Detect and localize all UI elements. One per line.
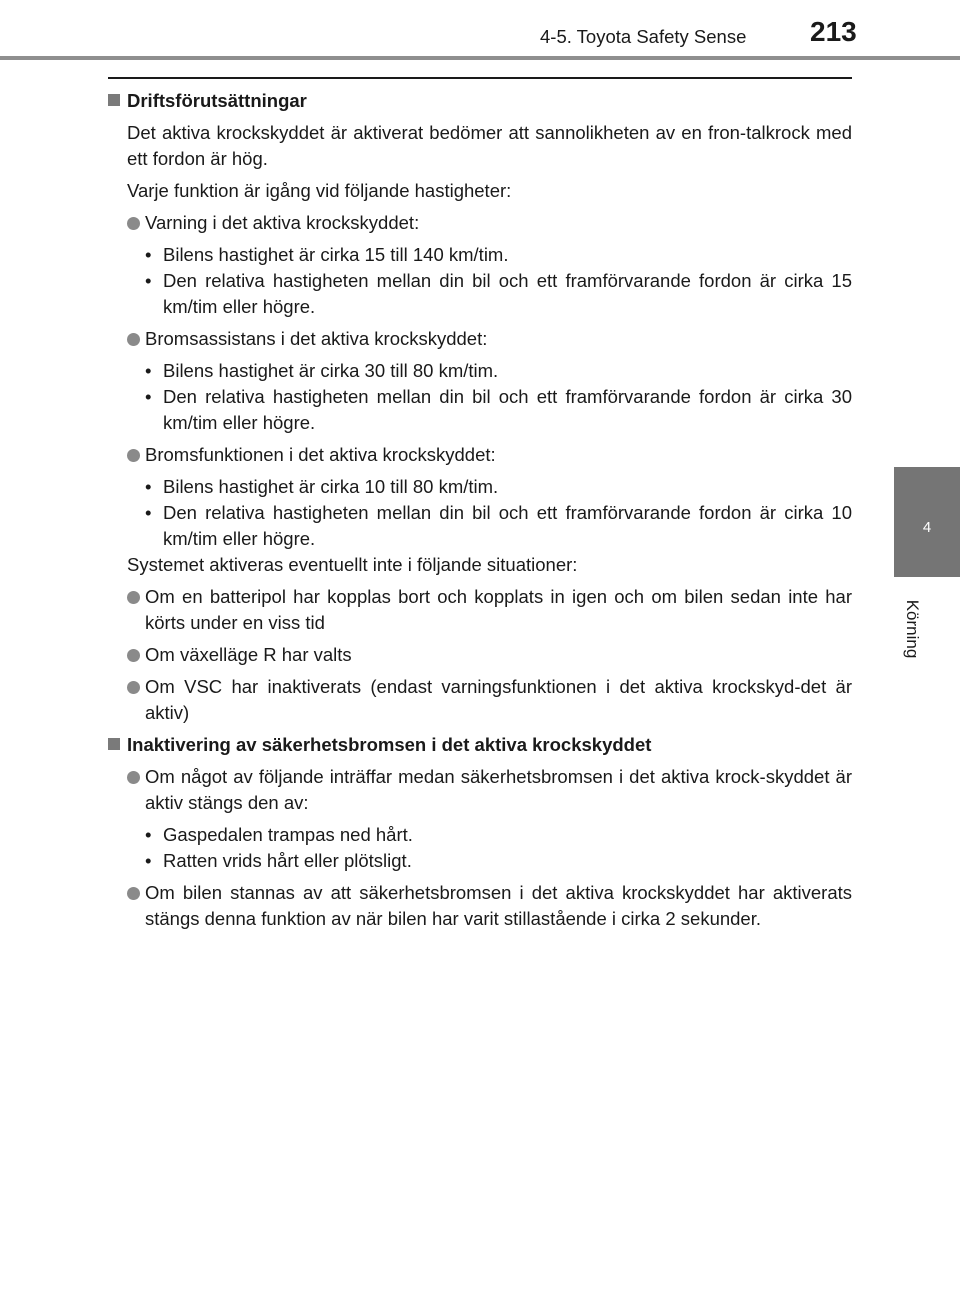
list-item bbox=[108, 584, 852, 636]
list-item bbox=[108, 880, 852, 932]
sub-list-item bbox=[108, 242, 852, 268]
circle-bullet-icon bbox=[127, 591, 140, 604]
circle-bullet-icon bbox=[127, 217, 140, 230]
sub-list-item-text: Den relativa hastigheten mellan din bil och ett framförvarande fordon är cirka 10 km/tim eller högre. bbox=[163, 502, 852, 549]
dot-bullet-icon: • bbox=[145, 244, 152, 265]
dot-bullet-icon: • bbox=[145, 502, 152, 523]
dot-bullet-icon: • bbox=[145, 360, 152, 381]
circle-bullet-icon bbox=[127, 333, 140, 346]
list-item-text: Bromsassistans i det aktiva krockskyddet: bbox=[145, 328, 488, 349]
list-item-text: Om VSC har inaktiverats (endast varningsfunktionen i det aktiva krockskyd-det är aktiv) bbox=[145, 676, 852, 723]
sub-list-item-text: Gaspedalen trampas ned hårt. bbox=[163, 824, 413, 845]
top-rule bbox=[108, 77, 852, 79]
list-item-text: Bromsfunktionen i det aktiva krockskyddet: bbox=[145, 444, 496, 465]
list-item-text: Om något av följande inträffar medan säkerhetsbromsen i det aktiva krock-skyddet är aktiv stängs den av: bbox=[145, 766, 852, 813]
sub-list-item bbox=[108, 384, 852, 436]
square-bullet-icon bbox=[108, 94, 120, 106]
section-heading bbox=[108, 88, 852, 114]
sub-list-item bbox=[108, 848, 852, 874]
list-item bbox=[108, 674, 852, 726]
header-bar bbox=[0, 56, 960, 60]
list-item-text: Om växelläge R har valts bbox=[145, 644, 352, 665]
list-item-text: Om en batteripol har kopplas bort och kopplats in igen och om bilen sedan inte har körts under en viss tid bbox=[145, 586, 852, 633]
list-item bbox=[108, 764, 852, 816]
paragraph: Varje funktion är igång vid följande hastigheter: bbox=[127, 180, 512, 201]
circle-bullet-icon bbox=[127, 449, 140, 462]
chapter-tab bbox=[894, 467, 960, 577]
sub-list bbox=[108, 242, 852, 320]
dot-bullet-icon: • bbox=[145, 824, 152, 845]
sub-list-item-text: Bilens hastighet är cirka 10 till 80 km/tim. bbox=[163, 476, 499, 497]
sub-list bbox=[108, 822, 852, 874]
dot-bullet-icon: • bbox=[145, 386, 152, 407]
section-heading-text: Inaktivering av säkerhetsbromsen i det aktiva krockskyddet bbox=[127, 734, 652, 755]
circle-bullet-icon bbox=[127, 649, 140, 662]
sub-list-item-text: Bilens hastighet är cirka 30 till 80 km/tim. bbox=[163, 360, 499, 381]
sub-list-item-text: Bilens hastighet är cirka 15 till 140 km/tim. bbox=[163, 244, 509, 265]
paragraph: Systemet aktiveras eventuellt inte i följande situationer: bbox=[127, 554, 578, 575]
dot-bullet-icon: • bbox=[145, 270, 152, 291]
circle-bullet-icon bbox=[127, 681, 140, 694]
chapter-tab-label bbox=[900, 593, 924, 665]
list-item bbox=[108, 642, 852, 668]
sub-list-item-text: Den relativa hastigheten mellan din bil och ett framförvarande fordon är cirka 15 km/tim eller högre. bbox=[163, 270, 852, 317]
running-header-section: 4-5. Toyota Safety Sense bbox=[540, 26, 747, 47]
square-bullet-icon bbox=[108, 738, 120, 750]
sub-list-item bbox=[108, 822, 852, 848]
sub-list-item bbox=[108, 474, 852, 500]
chapter-tab-number: 4 bbox=[922, 519, 932, 536]
page-number: 213 bbox=[810, 16, 857, 47]
sub-list-item bbox=[108, 500, 852, 552]
list-item bbox=[108, 210, 852, 236]
paragraph: Det aktiva krockskyddet är aktiverat bedömer att sannolikheten av en fron-talkrock med ett fordon är hög. bbox=[127, 122, 852, 169]
dot-bullet-icon: • bbox=[145, 850, 152, 871]
list-item bbox=[108, 442, 852, 468]
list-item bbox=[108, 326, 852, 352]
list-item-text: Varning i det aktiva krockskyddet: bbox=[145, 212, 420, 233]
section-heading-text: Driftsförutsättningar bbox=[127, 90, 307, 111]
sub-list-item-text: Den relativa hastigheten mellan din bil och ett framförvarande fordon är cirka 30 km/tim eller högre. bbox=[163, 386, 852, 433]
page-content bbox=[108, 88, 852, 938]
dot-bullet-icon: • bbox=[145, 476, 152, 497]
chapter-tab-label-text: Körning bbox=[903, 599, 922, 659]
sub-list bbox=[108, 358, 852, 436]
sub-list-item bbox=[108, 358, 852, 384]
list-item-text: Om bilen stannas av att säkerhetsbromsen i det aktiva krockskyddet har aktiverats stängs denna funktion av när bilen har varit stillastående i cirka 2 sekunder. bbox=[145, 882, 852, 929]
circle-bullet-icon bbox=[127, 771, 140, 784]
sub-list-item-text: Ratten vrids hårt eller plötsligt. bbox=[163, 850, 412, 871]
section-heading bbox=[108, 732, 852, 758]
sub-list-item bbox=[108, 268, 852, 320]
sub-list bbox=[108, 474, 852, 552]
circle-bullet-icon bbox=[127, 887, 140, 900]
